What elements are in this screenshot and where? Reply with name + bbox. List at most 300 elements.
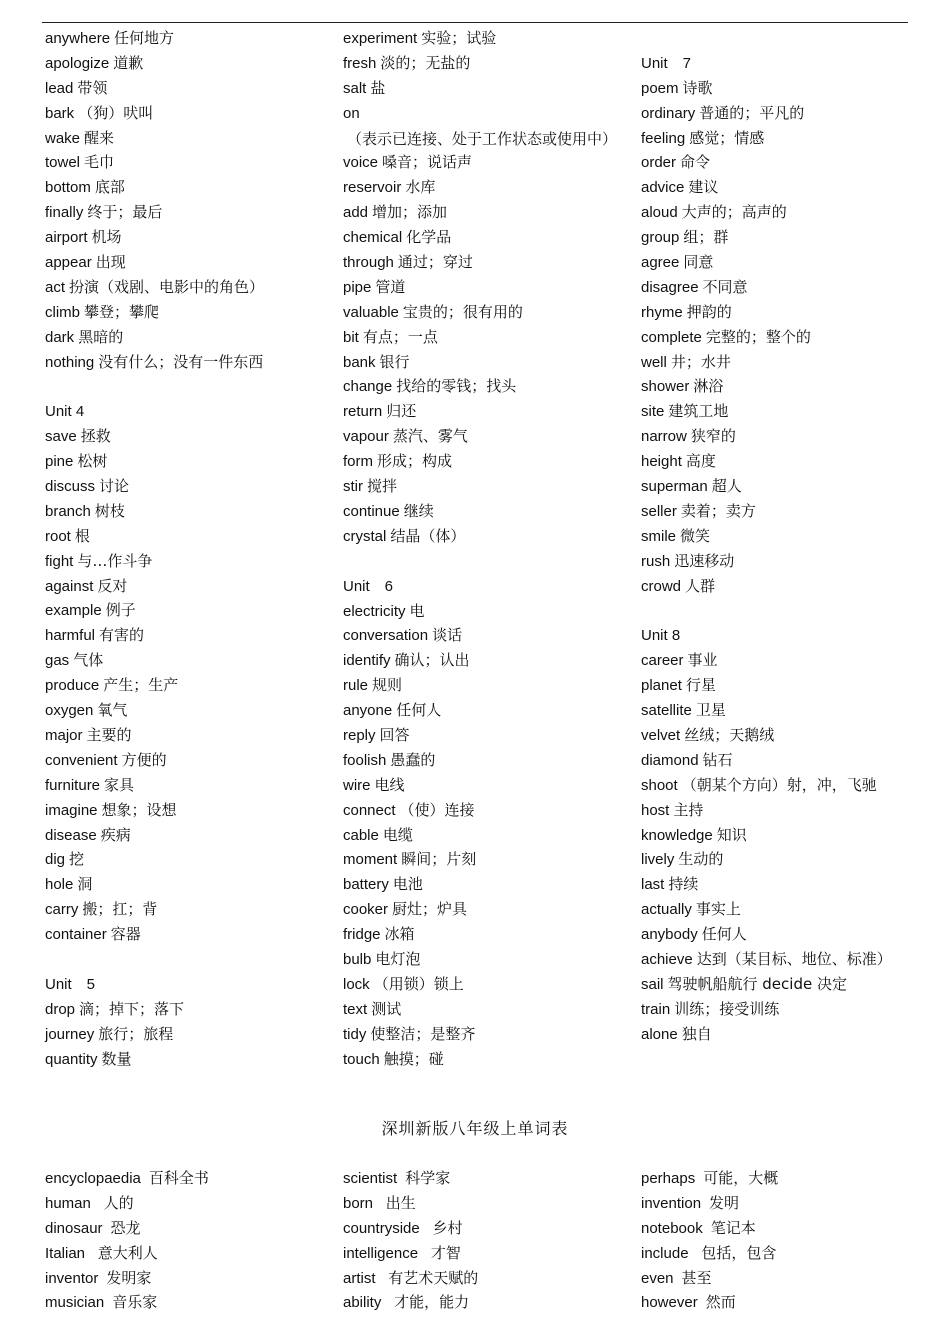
vocab-entry (641, 126, 931, 151)
vocab-entry (45, 424, 335, 449)
english-word: fight (45, 552, 74, 570)
english-word: tidy (343, 1025, 367, 1043)
chinese-meaning: 事业 (687, 651, 718, 670)
unit-heading-text: Unit 4 (45, 403, 85, 421)
vocab-entry (45, 798, 335, 823)
english-word: shoot (641, 776, 678, 794)
vocab-entry (641, 1216, 931, 1241)
chinese-meaning: 任何地方 (114, 29, 175, 47)
english-word: imagine (45, 801, 98, 819)
english-word: carry (45, 901, 79, 919)
english-word: drop (45, 1000, 76, 1018)
vocab-entry (343, 250, 633, 275)
chinese-meaning: 卫星 (695, 701, 726, 720)
english-word: career (641, 652, 684, 670)
english-word: Italian (45, 1244, 86, 1262)
vocab-entry (343, 847, 633, 872)
english-word: bottom (45, 179, 91, 197)
vocab-entry (641, 175, 931, 200)
chinese-meaning: （表示已连接、处于工作状态或使用中） (347, 129, 618, 148)
chinese-meaning: 产生；生产 (103, 676, 179, 695)
chinese-meaning: 达到（某目标、地位、标准） (696, 949, 892, 968)
english-word: velvet (641, 726, 681, 744)
chinese-meaning: 电池 (392, 875, 423, 894)
english-word: disease (45, 826, 97, 844)
chinese-meaning: （朝某个方向）射，冲，飞驰 (681, 775, 877, 794)
vocab-entry (641, 798, 931, 823)
chinese-meaning: 生动的 (678, 850, 724, 869)
chinese-meaning: 才智 (426, 1243, 461, 1262)
chinese-meaning: 嗓音；说话声 (382, 153, 473, 172)
vocab-entry (343, 673, 633, 698)
vocab-entry (641, 399, 931, 424)
vocab-entry (641, 698, 931, 723)
english-word: harmful (45, 627, 96, 645)
chinese-meaning: 同意 (683, 253, 714, 272)
chinese-meaning: 出现 (95, 253, 126, 272)
vocab-entry (641, 574, 931, 599)
vocab-entry (641, 350, 931, 375)
vocab-entry (45, 300, 335, 325)
vocab-entry (641, 997, 931, 1022)
vocab-entry (45, 449, 335, 474)
unit-heading-text: Unit 6 (343, 577, 394, 595)
chinese-meaning: （狗）吠叫 (78, 103, 154, 122)
chinese-meaning: 组；群 (683, 228, 729, 247)
vocab-entry (45, 1191, 335, 1216)
english-word: act (45, 278, 66, 296)
vocab-entry (343, 449, 633, 474)
chinese-meaning: 意大利人 (93, 1243, 158, 1262)
english-word: include (641, 1244, 689, 1262)
vocab-entry (45, 26, 335, 51)
english-word: planet (641, 677, 682, 695)
vocab-entry (45, 1166, 335, 1191)
chinese-meaning: 方便的 (121, 750, 167, 769)
vocab-entry (641, 424, 931, 449)
vocab-entry (45, 598, 335, 623)
english-word: root (45, 527, 71, 545)
vocab-entry (641, 524, 931, 549)
chinese-meaning: 实验；试验 (421, 29, 497, 47)
english-word: agree (641, 254, 680, 272)
chinese-meaning: 疾病 (100, 825, 131, 844)
english-word: discuss (45, 478, 96, 496)
vocab-entry (343, 599, 633, 624)
english-word: crowd (641, 577, 682, 595)
english-word: born (343, 1194, 374, 1212)
english-word: cable (343, 826, 379, 844)
vocab-entry (45, 623, 335, 648)
english-word: airport (45, 229, 88, 247)
chinese-meaning: 不同意 (702, 277, 748, 296)
vocab-entry (343, 922, 633, 947)
chinese-meaning: 电线 (374, 775, 405, 794)
vocab-entry (641, 474, 931, 499)
chinese-meaning: 丝绒；天鹅绒 (684, 725, 775, 744)
chinese-meaning: 愚蠢的 (390, 750, 436, 769)
vocab-entry (45, 698, 335, 723)
chinese-meaning: 结晶（体） (390, 526, 466, 545)
english-word: train (641, 1000, 671, 1018)
english-word: climb (45, 303, 81, 321)
vocab-column-3 (641, 26, 931, 1047)
vocab-entry (343, 1290, 633, 1315)
vocab-entry (45, 1241, 335, 1266)
chinese-meaning: 电 (409, 601, 425, 620)
chinese-meaning: 滴；掉下；落下 (79, 999, 185, 1018)
chinese-meaning: 有点；一点 (362, 327, 438, 346)
english-word: save (45, 428, 77, 446)
chinese-meaning: 确认；认出 (394, 651, 470, 670)
english-word: voice (343, 154, 379, 172)
vocab-entry (45, 549, 335, 574)
vocab-entry (343, 748, 633, 773)
vocab-entry (343, 175, 633, 200)
english-word: change (343, 378, 393, 396)
chinese-meaning: 底部 (94, 178, 125, 197)
english-word: aloud (641, 204, 678, 222)
vocab-entry (45, 872, 335, 897)
vocab-entry (45, 673, 335, 698)
vocab-entry (641, 947, 931, 972)
english-word: produce (45, 677, 100, 695)
vocab-entry (641, 250, 931, 275)
chinese-meaning: 普通的；平凡的 (699, 103, 805, 122)
vocab-entry (343, 997, 633, 1022)
chinese-meaning: 测试 (371, 999, 402, 1018)
vocab-entry (45, 150, 335, 175)
chinese-meaning: 家具 (104, 775, 135, 794)
english-word: connect (343, 801, 396, 819)
english-word: cooker (343, 901, 389, 919)
chinese-meaning: 没有什么；没有一件东西 (98, 352, 264, 371)
vocab-entry (45, 1266, 335, 1291)
vocab-entry (641, 922, 931, 947)
english-word: moment (343, 851, 398, 869)
english-word: electricity (343, 602, 406, 620)
vocab-entry (343, 225, 633, 250)
english-word: bulb (343, 950, 372, 968)
vocab-entry (45, 76, 335, 101)
chinese-meaning: 反对 (97, 576, 128, 595)
english-word: however (641, 1294, 698, 1312)
vocab-column-1 (45, 26, 335, 1071)
chinese-meaning: 宝贵的；很有用的 (402, 302, 523, 321)
english-word: anywhere (45, 30, 111, 47)
vocab-entry (45, 474, 335, 499)
english-word: last (641, 876, 665, 894)
chinese-meaning: 淋浴 (693, 377, 724, 396)
chinese-meaning: 想象；设想 (101, 800, 177, 819)
vocab-entry (343, 51, 633, 76)
english-word: feeling (641, 129, 686, 147)
english-word: bit (343, 328, 359, 346)
vocab-entry (641, 872, 931, 897)
vocab-entry (343, 823, 633, 848)
english-word: rhyme (641, 303, 683, 321)
english-word: hole (45, 876, 74, 894)
vocab-entry (641, 1290, 931, 1315)
english-word: complete (641, 328, 702, 346)
english-word: identify (343, 652, 391, 670)
chinese-meaning: 搅拌 (367, 477, 398, 496)
vocab-entry (45, 1290, 335, 1315)
chinese-meaning: 管道 (375, 277, 406, 296)
blank-line (343, 549, 633, 574)
chinese-meaning: 通过；穿过 (397, 253, 473, 272)
chinese-meaning: 洞 (77, 875, 93, 894)
english-word: stir (343, 478, 363, 496)
english-word: host (641, 801, 670, 819)
vocab-entry (641, 673, 931, 698)
vocab-entry (343, 1022, 633, 1047)
vocab-entry (641, 101, 931, 126)
vocab-entry (343, 773, 633, 798)
english-word: poem (641, 79, 679, 97)
vocab-entry (343, 872, 633, 897)
chinese-meaning: 扮演（戏剧、电影中的角色） (69, 277, 265, 296)
chinese-meaning: 黑暗的 (78, 327, 124, 346)
chinese-meaning: （使）连接 (399, 800, 475, 819)
vocab-entry (45, 1047, 335, 1072)
unit-heading (641, 51, 931, 76)
chinese-meaning: 乡村 (427, 1218, 463, 1237)
vocab-entry (343, 1216, 633, 1241)
vocab-entry (641, 897, 931, 922)
english-word: rush (641, 552, 671, 570)
vocab-entry (45, 350, 335, 375)
english-word: knowledge (641, 826, 713, 844)
chinese-meaning: 旅行；旅程 (98, 1024, 174, 1043)
chinese-meaning: 科学家 (405, 1169, 451, 1187)
chinese-meaning: 持续 (668, 875, 699, 894)
chinese-meaning: 狭窄的 (690, 427, 736, 446)
chinese-meaning: 终于；最后 (87, 203, 163, 222)
english-word: on (343, 104, 360, 122)
english-word: human (45, 1194, 91, 1212)
english-word: group (641, 229, 680, 247)
vocab-entry (641, 499, 931, 524)
english-word: perhaps (641, 1170, 696, 1187)
vocab-entry (343, 325, 633, 350)
vocab-entry (343, 798, 633, 823)
blank-line (45, 374, 335, 399)
chinese-meaning: 例子 (105, 601, 136, 620)
vocab-entry (45, 723, 335, 748)
vocab-entry (343, 947, 633, 972)
chinese-meaning: 拯救 (80, 427, 111, 446)
vocab-entry (343, 424, 633, 449)
chinese-meaning: 讨论 (99, 477, 130, 496)
english-word: towel (45, 154, 81, 172)
chinese-meaning: 水库 (405, 178, 436, 197)
vocab-entry (641, 150, 931, 175)
english-word: text (343, 1000, 368, 1018)
chinese-meaning: 卖着；卖方 (680, 501, 756, 520)
english-word: pipe (343, 278, 372, 296)
english-word: appear (45, 254, 92, 272)
english-word: nothing (45, 353, 95, 371)
english-word: lead (45, 79, 74, 97)
vocab-entry (641, 449, 931, 474)
english-word: invention (641, 1194, 702, 1212)
english-word: battery (343, 876, 389, 894)
english-word: diamond (641, 751, 699, 769)
vocab-entry (343, 300, 633, 325)
vocab-entry (343, 101, 633, 151)
english-word: continue (343, 502, 400, 520)
english-word: chemical (343, 229, 403, 247)
chinese-meaning: 主要的 (86, 725, 132, 744)
english-word: seller (641, 502, 677, 520)
chinese-meaning: 人群 (685, 576, 716, 595)
vocab-entry (45, 499, 335, 524)
chinese-meaning: 搬；扛；背 (82, 900, 158, 919)
vocab-entry (343, 374, 633, 399)
vocab-entry (641, 225, 931, 250)
unit-heading-text: Unit 8 (641, 627, 681, 645)
vocab-entry (641, 275, 931, 300)
english-word: salt (343, 79, 367, 97)
vocab-entry (641, 723, 931, 748)
english-word: actually (641, 901, 692, 919)
unit-heading-text: Unit 5 (45, 975, 96, 993)
vocab-entry (45, 101, 335, 126)
vocab-entry (641, 374, 931, 399)
english-word: branch (45, 502, 91, 520)
vocab-entry (641, 549, 931, 574)
vocab-entry (45, 823, 335, 848)
vocab-entry (343, 698, 633, 723)
vocab-entry (343, 76, 633, 101)
vocab-column-2 (343, 26, 633, 1071)
top-rule (42, 22, 908, 23)
chinese-meaning: 触摸；碰 (383, 1049, 444, 1068)
vocab-entry (45, 200, 335, 225)
english-word: conversation (343, 627, 429, 645)
chinese-meaning: 归还 (386, 402, 417, 421)
english-word: oxygen (45, 702, 94, 720)
english-word: lively (641, 851, 675, 869)
english-word: advice (641, 179, 685, 197)
vocab-entry (343, 200, 633, 225)
chinese-meaning: 规则 (372, 676, 403, 695)
blank-line (641, 598, 931, 623)
vocab-entry (343, 26, 633, 51)
chinese-meaning: 回答 (379, 725, 410, 744)
unit-heading (45, 399, 335, 424)
chinese-meaning: 蒸汽、雾气 (392, 427, 468, 446)
english-word: major (45, 726, 83, 744)
english-word: disagree (641, 278, 699, 296)
chinese-meaning: 建议 (688, 178, 719, 197)
vocab-entry (45, 51, 335, 76)
chinese-meaning: 松树 (77, 452, 108, 471)
english-word: height (641, 453, 682, 471)
chinese-meaning: 驾驶帆船航行 decide 决定 (667, 974, 847, 993)
english-word: inventor (45, 1269, 99, 1287)
english-word: container (45, 926, 107, 944)
vocab-entry (45, 126, 335, 151)
english-word: satellite (641, 702, 692, 720)
english-word: encyclopaedia (45, 1170, 141, 1187)
english-word: musician (45, 1294, 105, 1312)
vocab-entry (343, 350, 633, 375)
chinese-meaning: 机场 (91, 228, 122, 247)
vocab-entry (641, 972, 931, 997)
chinese-meaning: 攀登；攀爬 (84, 302, 160, 321)
chinese-meaning: 与…作斗争 (77, 551, 153, 570)
vocab-entry (641, 1022, 931, 1047)
chinese-meaning: 事实上 (695, 900, 741, 919)
chinese-meaning: 毛巾 (84, 153, 115, 172)
vocab-entry (45, 325, 335, 350)
english-word: bank (343, 353, 376, 371)
chinese-meaning: 瞬间；片刻 (401, 850, 477, 869)
english-word: dinosaur (45, 1219, 103, 1237)
vocab-entry (641, 773, 931, 798)
chinese-meaning: 谈话 (432, 626, 463, 645)
vocab-entry (343, 623, 633, 648)
vocab-entry (641, 76, 931, 101)
chinese-meaning: 音乐家 (112, 1293, 158, 1312)
vocab-entry (45, 922, 335, 947)
vocab-entry (45, 1216, 335, 1241)
english-word: reservoir (343, 179, 402, 197)
english-word: superman (641, 478, 708, 496)
vocab-entry (641, 1166, 931, 1191)
chinese-meaning: 押韵的 (686, 302, 732, 321)
english-word: scientist (343, 1170, 398, 1187)
vocab-entry (45, 648, 335, 673)
chinese-meaning: 百科全书 (148, 1169, 209, 1187)
chinese-meaning: 行星 (685, 676, 716, 695)
english-word: fresh (343, 54, 377, 72)
chinese-meaning: 氧气 (97, 701, 128, 720)
blank-line (45, 947, 335, 972)
chinese-meaning: 发明 (709, 1193, 740, 1212)
english-word: touch (343, 1050, 380, 1068)
vocab-entry (343, 1047, 633, 1072)
chinese-meaning: 根 (74, 526, 90, 545)
english-word: apologize (45, 54, 110, 72)
english-word: shower (641, 378, 690, 396)
vocab-entry (641, 325, 931, 350)
chinese-meaning: 气体 (73, 651, 104, 670)
chinese-meaning: 完整的；整个的 (705, 327, 811, 346)
vocab-entry (45, 748, 335, 773)
english-word: achieve (641, 950, 693, 968)
vocab-entry (45, 997, 335, 1022)
vocab-entry (45, 897, 335, 922)
english-word: wake (45, 129, 81, 147)
english-word: lock (343, 975, 370, 993)
vocab-entry (343, 1191, 633, 1216)
vocab-entry (343, 723, 633, 748)
vocab-bottom-column-2 (343, 1166, 633, 1315)
chinese-meaning: 使整洁；是整齐 (370, 1024, 476, 1043)
chinese-meaning: 井；水井 (670, 352, 731, 371)
vocab-entry (343, 474, 633, 499)
vocab-entry (343, 972, 633, 997)
english-word: narrow (641, 428, 687, 446)
english-word: intelligence (343, 1244, 419, 1262)
english-word: smile (641, 527, 677, 545)
vocab-entry (343, 648, 633, 673)
vocab-entry (641, 847, 931, 872)
chinese-meaning: 出生 (381, 1193, 416, 1212)
